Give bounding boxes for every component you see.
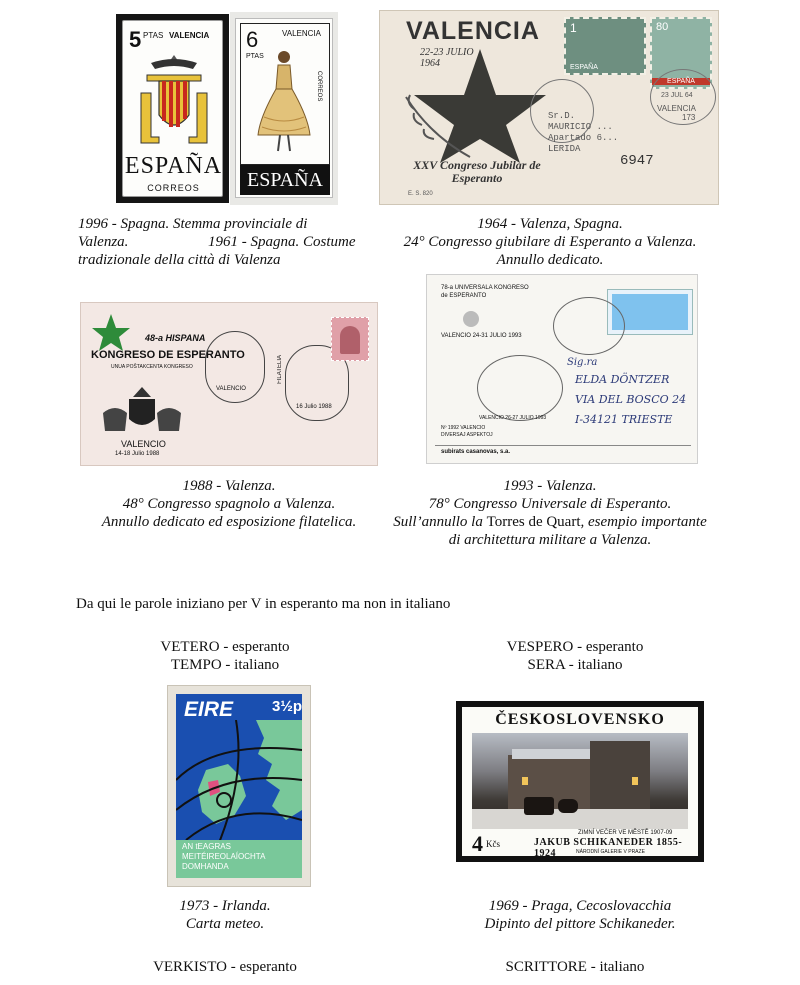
postmark-side: FILATELIA — [277, 355, 283, 384]
cover-date: 14-18 Julio 1988 — [115, 451, 160, 457]
cover-stamp-a-value: 1 — [570, 21, 577, 35]
address-line: LERIDA — [548, 144, 581, 154]
stamp-side: CORREOS — [316, 71, 322, 102]
card-addr-4: I-34121 TRIESTE — [575, 413, 673, 426]
caption-1988 — [80, 477, 378, 531]
card-postmark-date: VALENCIO 26-27 JULIO 1993 — [479, 415, 547, 421]
cover-stamp-a-country: ESPAÑA — [570, 64, 598, 71]
caption-line: 1993 - Valenza. — [503, 478, 597, 494]
cover-stamp-b-country: ESPAÑA — [652, 78, 710, 85]
stamp-unit: Kčs — [486, 839, 500, 849]
caption-1996-1961 — [78, 215, 378, 269]
stamp-text-line: DOMHANDA — [182, 862, 229, 871]
caption-eire — [110, 897, 340, 933]
card-small-1: Nº 1992 VALENCIO — [441, 425, 486, 431]
green-star-icon — [91, 313, 131, 353]
globe-icon — [463, 311, 479, 327]
cover-line2: KONGRESO DE ESPERANTO — [91, 349, 245, 361]
cover-postmark-date: 23 JUL 64 — [661, 92, 693, 99]
card-addr-3: VIA DEL BOSCO 24 — [575, 393, 687, 406]
stamp-artist: JAKUB SCHIKANEDER 1855-1924 — [534, 837, 683, 859]
cover-line1: 48-a HISPANA — [145, 333, 206, 343]
stamp-country: ESPAÑA — [240, 165, 330, 195]
cover-postmark-1 — [205, 331, 265, 403]
caption-1964 — [380, 215, 720, 269]
caption-line: 1969 - Praga, Cecoslovacchia — [488, 898, 672, 914]
word-eo: VETERO - esperanto — [160, 639, 290, 655]
cover-congress: XXV Congreso Jubilar de Esperanto — [413, 158, 541, 185]
cover-stamp-a — [564, 17, 646, 75]
cover-line3: UNUA POŜTAKCENTA KONGRESO — [111, 364, 193, 370]
stamp-text — [182, 842, 265, 872]
caption-line: 24° Congresso giubilare di Esperanto a Valenza. — [403, 234, 697, 250]
stamp-city: VALENCIA — [169, 31, 210, 40]
stamp-country: EIRE — [184, 698, 234, 721]
cover-dates: 22-23 JULIO 1964 — [420, 47, 474, 69]
caption-line: 1996 - Spagna. Stemma provinciale di — [78, 216, 308, 232]
card-small-2: DIVERSAJ ASPEKTOJ — [441, 432, 493, 438]
caption-line: Sull’annullo la — [393, 514, 487, 530]
cover-1964-valencia — [379, 10, 719, 205]
caption-line: 1964 - Valenza, Spagna. — [477, 216, 623, 232]
stamp-1973-eire-weather-map — [167, 685, 311, 887]
stamp-value: 4 — [472, 831, 483, 856]
city-arms-icon — [99, 383, 185, 435]
cover-postmark-city: VALENCIA — [657, 104, 696, 113]
word-eo: VESPERO - esperanto — [506, 639, 644, 655]
caption-line: 48° Congresso spagnolo a Valenza. — [122, 496, 336, 512]
cover-code: E. S. 820 — [408, 191, 433, 197]
caption-line: 78° Congresso Universale di Esperanto. — [428, 496, 672, 512]
caption-line: Valenza. — [78, 234, 129, 250]
stamp-text-line: AN tEAGRAS — [182, 842, 231, 851]
card-city-date: VALENCIO 24-31 JULIO 1993 — [441, 333, 522, 339]
word-scrittore: SCRITTORE - italiano — [505, 959, 645, 975]
caption-line: Carta meteo. — [185, 916, 265, 932]
postmark-date: 16 Julio 1988 — [296, 404, 332, 410]
caption-line: 1961 - Spagna. Costume — [208, 234, 356, 250]
address-line: Apartado 6... — [548, 133, 619, 143]
caption-line: 1973 - Irlanda. — [179, 898, 271, 914]
card-addr-1: Sig.ra — [567, 357, 598, 368]
stamp-gallery: NÁRODNÍ GALERIE V PRAZE — [576, 849, 645, 855]
word-it: SERA - italiano — [527, 657, 623, 673]
painting-winter-evening — [472, 733, 688, 829]
postmark-city: VALENCIO — [216, 386, 246, 392]
cover-stamp — [331, 317, 369, 361]
card-postmark-1 — [553, 297, 625, 355]
stamp-country: ČESKOSLOVENSKO — [495, 711, 665, 728]
card-1993-valencio — [426, 274, 698, 464]
card-header-2: de ESPERANTO — [441, 293, 487, 299]
address-line: Sr.D. — [548, 111, 576, 121]
stamp-value: 5 — [129, 27, 142, 52]
word-it: TEMPO - italiano — [170, 657, 280, 673]
caption-place: Torres de Quart — [486, 514, 581, 530]
coat-of-arms-icon — [137, 53, 211, 149]
caption-line: Annullo dedicato. — [496, 252, 604, 268]
portrait-icon — [340, 326, 360, 354]
address-line: MAURICIO ... — [548, 122, 613, 132]
caption-line: di architettura militare a Valenza. — [448, 532, 652, 548]
caption-1993 — [380, 477, 720, 549]
caption-line: tradizionale della città di Valenza — [78, 252, 281, 268]
cover-corner-number: 173 — [682, 113, 696, 122]
card-header-1: 78-a UNIVERSALA KONGRESO — [441, 285, 529, 291]
word-pair-vetero — [110, 638, 340, 674]
costume-figure-icon — [254, 47, 314, 159]
stamp-unit: PTAS — [246, 53, 264, 60]
card-postmark-2 — [477, 355, 563, 421]
caption-line: 1988 - Valenza. — [182, 478, 276, 494]
cover-title: VALENCIA — [406, 17, 540, 45]
stamp-value: 6 — [246, 27, 259, 52]
caption-line: Annullo dedicato ed esposizione filatelica. — [101, 514, 357, 530]
stamp-unit: PTAS — [143, 31, 164, 40]
cover-address — [548, 111, 618, 155]
cover-number: 6947 — [620, 153, 654, 169]
caption-cs — [440, 897, 720, 933]
stamp-1996-valencia-arms — [116, 14, 229, 203]
cover-stamp-b-value: 80 — [656, 21, 669, 33]
card-footer: subirats casanovas, s.a. — [441, 449, 511, 455]
word-verkisto: VERKISTO - esperanto — [153, 959, 297, 975]
card-addr-2: ELDA DÖNTZER — [575, 373, 670, 386]
stamp-country: ESPAÑA — [124, 153, 223, 179]
stamp-title: ZIMNÍ VEČER VE MĚSTĚ 1907-09 — [578, 830, 673, 836]
stamp-value: 3½p — [272, 698, 302, 715]
stamp-sub: CORREOS — [147, 183, 200, 193]
caption-line: , esempio importante — [580, 514, 707, 530]
stamp-city: VALENCIA — [282, 29, 321, 38]
cover-1988-valencio — [80, 302, 378, 466]
word-pair-vespero — [460, 638, 690, 674]
stamp-1969-ceskoslovensko-painting — [456, 701, 704, 862]
esperanto-star-icon — [400, 45, 550, 165]
caption-line: Dipinto del pittore Schikaneder. — [484, 916, 676, 932]
weather-map-icon — [176, 720, 302, 850]
cover-city: VALENCIO — [121, 439, 166, 449]
intro-text: Da qui le parole iniziano per V in esperanto ma non in italiano — [76, 596, 451, 612]
stamp-text-line: MEITÉIREOLAÍOCHTA — [182, 852, 266, 861]
stamp-1961-valencia-costume — [230, 12, 338, 205]
